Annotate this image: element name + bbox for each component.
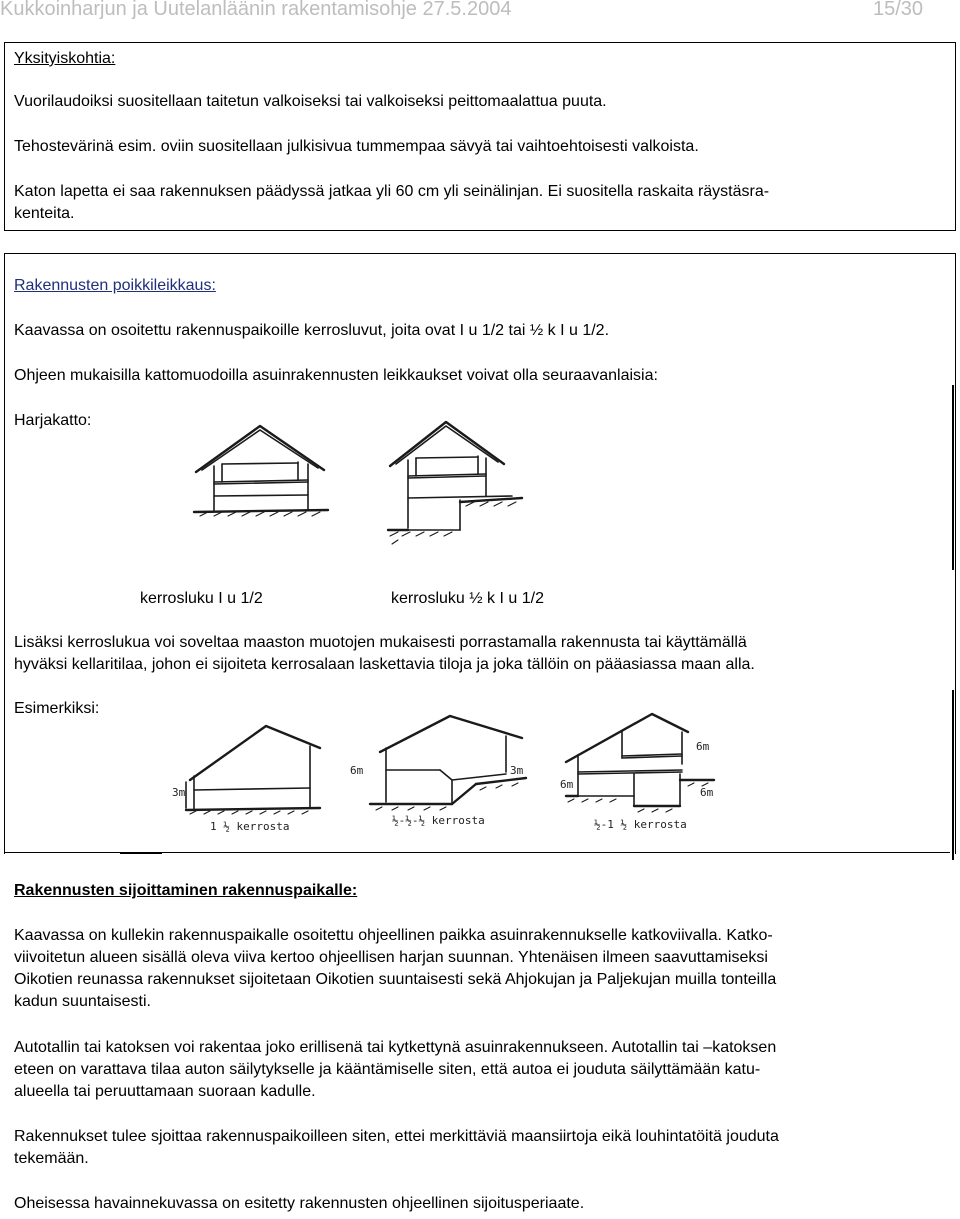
right-margin-line-lower [952, 690, 954, 860]
cross-section-heading: Rakennusten poikkileikkaus: [14, 277, 216, 294]
example-2-left-dim: 6m [350, 764, 364, 777]
page-number: 15/30 [873, 0, 924, 20]
placement-heading: Rakennusten sijoittaminen rakennuspaikalle: [14, 882, 358, 899]
details-heading: Yksityiskohtia: [14, 50, 116, 67]
examples-label: Esimerkiksi: [14, 700, 100, 717]
cross-section-paragraph-1: Kaavassa on osoitettu rakennuspaikoille kerrosluvut, joita ovat I u 1/2 tai ½ k I u 1/2. [14, 322, 610, 339]
placement-paragraph-4: Oheisessa havainnekuvassa on esitetty rakennusten ohjeellinen sijoitusperiaate. [14, 1195, 585, 1212]
cross-section-paragraph-3-line-2: hyväksi kellaritilaa, johon ei sijoiteta kerrosalaan laskettavia tiloja ja joka tällöin on pääasiassa maan alla. [14, 656, 755, 673]
gable-section-sketch-1 [188, 420, 338, 530]
placement-p1-line-3: Oikotien reunassa rakennukset sijoitetaan Oikotien suuntaisesti sekä Ahjokujan ja Paljekujan muilla tonteilla [14, 971, 777, 988]
example-3-caption: ½-1 ½ kerrosta [594, 818, 687, 831]
harjakatto-label: Harjakatto: [14, 412, 92, 429]
details-paragraph-3-line-1: Katon lapetta ei saa rakennuksen päädyssä jatkaa yli 60 cm yli seinälinjan. Ei suositella raskaita räystäsra- [14, 183, 770, 200]
placement-p2-line-3: alueella tai peruuttamaan suoraan kadulle. [14, 1083, 316, 1100]
example-2-right-dim: 3m [510, 764, 524, 777]
example-3-right-dim: 6m [700, 786, 714, 799]
details-paragraph-1: Vuorilaudoiksi suositellaan taitetun valkoiseksi tai valkoiseksi peittomaalattua puuta. [14, 93, 607, 110]
details-paragraph-3-line-2: kenteita. [14, 205, 75, 222]
placement-p3-line-1: Rakennukset tulee sjoittaa rakennuspaikoilleen siten, ettei merkittäviä maansiirtoja eikä louhintatöitä jouduta [14, 1128, 779, 1145]
example-1-left-dim: 3m [172, 786, 186, 799]
caption-kerrosluku-2: kerrosluku ½ k I u 1/2 [391, 590, 544, 607]
example-sketch-3 [556, 710, 726, 835]
cross-section-paragraph-3-line-1: Lisäksi kerroslukua voi soveltaa maaston muotojen mukaisesti porrastamalla rakennusta tai käyttämällä [14, 634, 747, 651]
example-sketch-1 [170, 718, 330, 833]
placement-p2-line-2: eteen on varattava tilaa auton säilytykselle ja kääntämiselle siten, että autoa ei jouduta säilyttämään katu- [14, 1061, 761, 1078]
placement-p1-line-1: Kaavassa on kullekin rakennuspaikalle osoitettu ohjeellinen paikka asuinrakennukselle katkoviivalla. Katko- [14, 927, 773, 944]
right-margin-line [952, 385, 954, 570]
placement-p1-line-2: viivoitetun alueen sisällä oleva viiva kertoo ohjeellisen harjan suunnan. Yhtenäisen ilmeen saavuttamiseksi [14, 949, 768, 966]
example-3-top-dim: 6m [696, 740, 710, 753]
details-paragraph-2: Tehostevärinä esim. oviin suositellaan julkisivua tummempaa sävyä tai vaihtoehtoisesti valkoista. [14, 138, 699, 155]
placement-p2-line-1: Autotallin tai katoksen voi rakentaa joko erillisenä tai kytkettynä asuinrakennukseen. Autotallin tai –katoksen [14, 1039, 777, 1056]
document-title: Kukkoinharjun ja Uutelanläänin rakentamisohje 27.5.2004 [0, 0, 512, 20]
placement-p3-line-2: tekemään. [14, 1150, 89, 1167]
cross-section-paragraph-2: Ohjeen mukaisilla kattomuodoilla asuinrakennusten leikkaukset voivat olla seuraavanlaisia: [14, 367, 658, 384]
caption-kerrosluku-1: kerrosluku I u 1/2 [140, 590, 263, 607]
placement-p1-line-4: kadun suuntaisesti. [14, 993, 151, 1010]
page-header [0, 0, 960, 26]
box-bottom-mark [120, 852, 162, 854]
example-sketch-2 [340, 712, 540, 832]
example-3-left-dim: 6m [560, 778, 574, 791]
gable-section-sketch-2 [382, 418, 532, 548]
example-1-caption: 1 ½ kerrosta [210, 820, 290, 833]
example-2-caption: ½-½-½ kerrosta [392, 814, 485, 827]
